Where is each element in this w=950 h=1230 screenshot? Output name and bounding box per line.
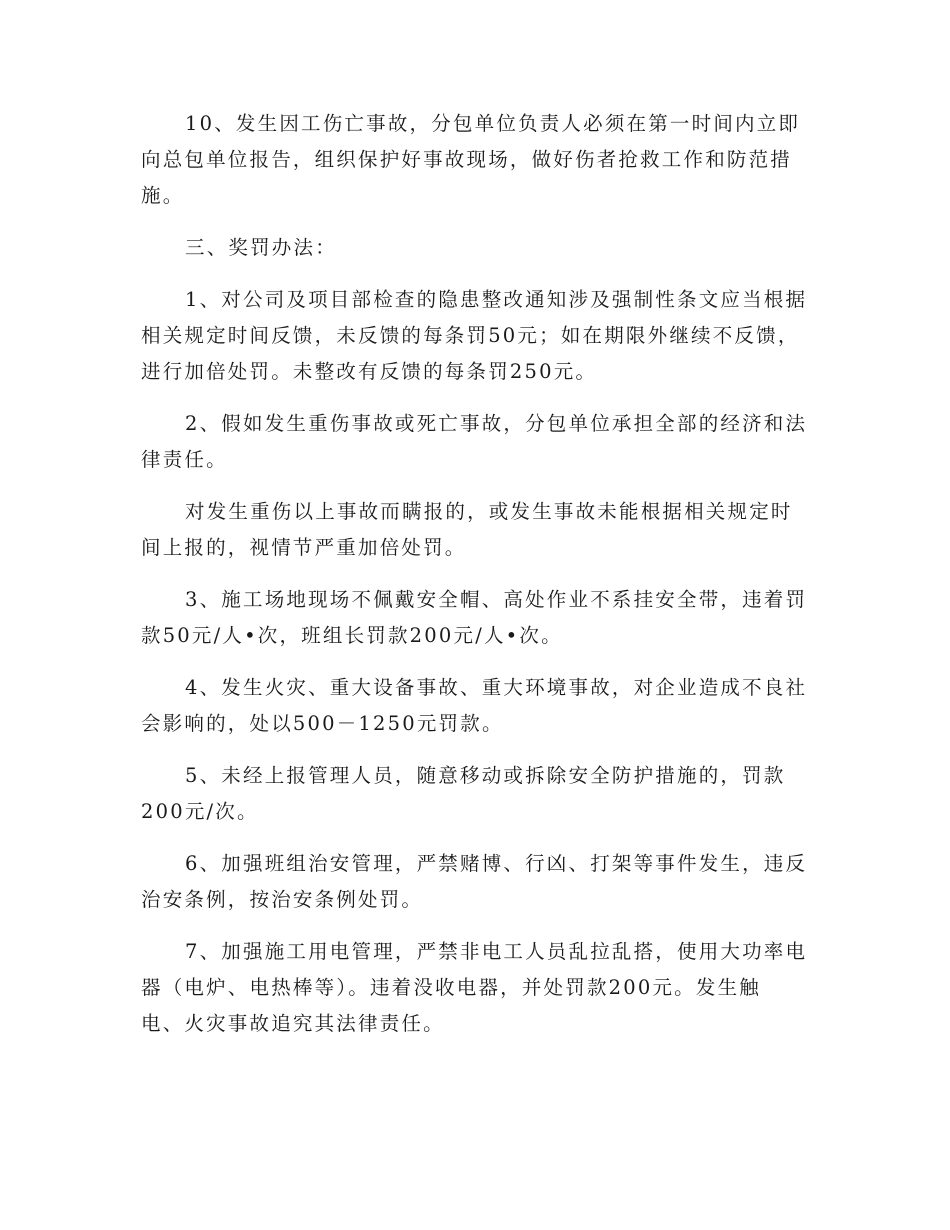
- paragraph-item-5: [141, 758, 809, 830]
- section-heading-rewards-penalties: [141, 230, 809, 266]
- text-line: 相关规定时间反馈，未反馈的每条罚50元；如在期限外继续不反馈，: [141, 324, 800, 347]
- paragraph-item-10: [141, 106, 809, 214]
- text-line: 律责任。: [141, 448, 228, 471]
- text-line: 电、火灾事故追究其法律责任。: [141, 1012, 445, 1035]
- section-heading-text: 三、奖罚办法：: [185, 236, 337, 259]
- text-line: 1、对公司及项目部检查的隐患整改通知涉及强制性条文应当根据: [185, 288, 808, 311]
- paragraph-item-3: [141, 582, 809, 654]
- text-line: 3、施工场地现场不佩戴安全帽、高处作业不系挂安全带，违着罚: [185, 588, 808, 611]
- paragraph-item-4: [141, 670, 809, 742]
- text-line: 治安条例，按治安条例处罚。: [141, 888, 424, 911]
- paragraph-item-1: [141, 282, 809, 390]
- text-line: 6、加强班组治安管理，严禁赌博、行凶、打架等事件发生，违反: [185, 852, 808, 875]
- text-line: 5、未经上报管理人员，随意移动或拆除安全防护措施的，罚款: [185, 764, 786, 787]
- paragraph-item-6: [141, 846, 809, 918]
- text-line: 200元/次。: [141, 800, 259, 823]
- text-line: 会影响的，处以500－1250元罚款。: [141, 712, 504, 735]
- text-line: 4、发生火灾、重大设备事故、重大环境事故，对企业造成不良社: [185, 676, 808, 699]
- text-line: 向总包单位报告，组织保护好事故现场，做好伤者抢救工作和防范措: [141, 148, 793, 171]
- text-line: 2、假如发生重伤事故或死亡事故，分包单位承担全部的经济和法: [185, 412, 808, 435]
- text-line: 款50元/人•次，班组长罚款200元/人•次。: [141, 624, 563, 647]
- text-line: 施。: [141, 184, 185, 207]
- text-line: 对发生重伤以上事故而瞒报的，或发生事故未能根据相关规定时: [185, 500, 793, 523]
- text-line: 7、加强施工用电管理，严禁非电工人员乱拉乱搭，使用大功率电: [185, 940, 808, 963]
- document-body: [141, 106, 809, 1058]
- paragraph-item-7: [141, 934, 809, 1042]
- text-line: 器（电炉、电热棒等）。违着没收电器，并处罚款200元。发生触: [141, 976, 761, 999]
- text-line: 进行加倍处罚。未整改有反馈的每条罚250元。: [141, 360, 598, 383]
- paragraph-item-2: [141, 406, 809, 478]
- text-line: 间上报的，视情节严重加倍处罚。: [141, 536, 467, 559]
- paragraph-item-2-supplement: [141, 494, 809, 566]
- text-line: 10、发生因工伤亡事故，分包单位负责人必须在第一时间内立即: [185, 112, 801, 135]
